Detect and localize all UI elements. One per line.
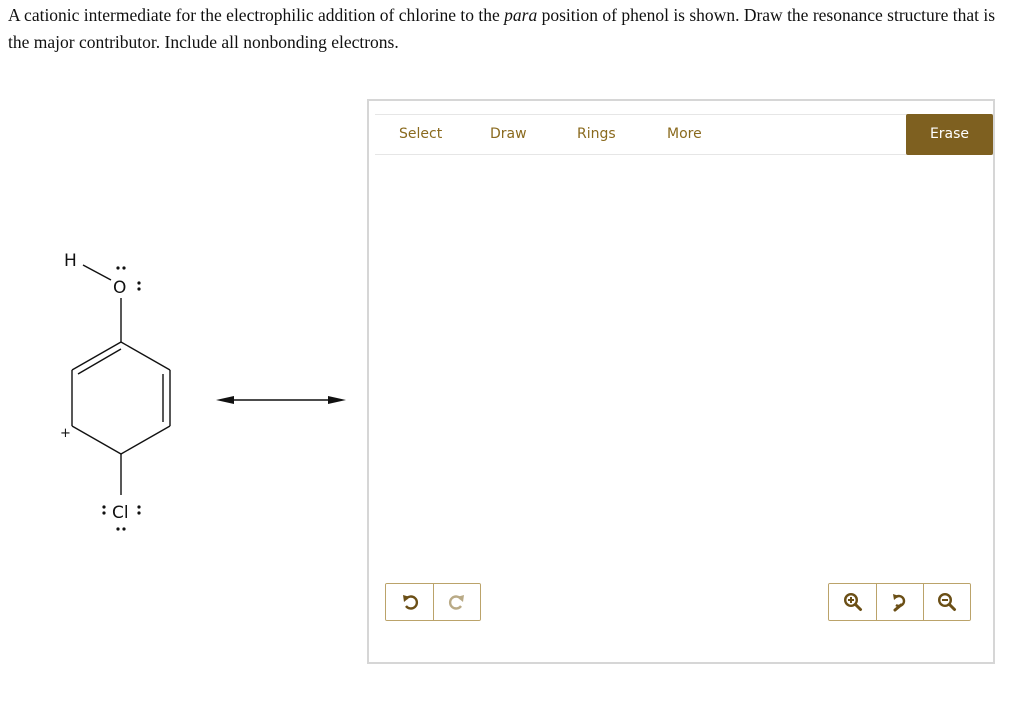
erase-button[interactable]: Erase: [906, 114, 993, 155]
ring-bond: [72, 342, 121, 370]
ring-double-bond-inner: [78, 349, 121, 374]
chlorine-atom: Cl: [112, 503, 129, 523]
select-tool[interactable]: Select: [399, 126, 443, 142]
history-controls: [385, 583, 481, 621]
undo-button[interactable]: [386, 584, 433, 620]
draw-tool[interactable]: Draw: [490, 126, 527, 142]
zoom-reset-button[interactable]: [876, 584, 923, 620]
ring-bond: [121, 426, 170, 454]
rings-tool[interactable]: Rings: [577, 126, 616, 142]
redo-button[interactable]: [433, 584, 480, 620]
positive-charge: +: [60, 426, 71, 441]
zoom-controls: [828, 583, 971, 621]
redo-icon: [448, 593, 466, 611]
question-emphasis: para: [504, 5, 538, 25]
zoom-out-button[interactable]: [923, 584, 970, 620]
zoom-out-icon: [937, 592, 957, 612]
zoom-reset-icon: [890, 592, 910, 612]
ring-bond: [121, 342, 170, 370]
question-part-1: A cationic intermediate for the electrophilic addition of chlorine to the: [8, 5, 505, 25]
more-tool[interactable]: More: [667, 126, 702, 142]
resonance-arrow: [212, 388, 352, 412]
zoom-in-button[interactable]: [829, 584, 876, 620]
hydrogen-atom: H: [64, 251, 77, 271]
cationic-intermediate-structure: [0, 230, 200, 540]
h-o-bond: [83, 265, 111, 280]
undo-icon: [401, 593, 419, 611]
question-text: [8, 2, 1012, 56]
oxygen-atom: O: [113, 278, 127, 298]
question-part-2: position of phenol is shown. Draw the resonance structure that is the major contributor. Include all nonbonding electrons.: [8, 5, 996, 52]
ring-bond: [72, 426, 121, 454]
zoom-in-icon: [843, 592, 863, 612]
editor-toolbar: [375, 114, 993, 155]
drawing-editor[interactable]: [367, 99, 995, 664]
